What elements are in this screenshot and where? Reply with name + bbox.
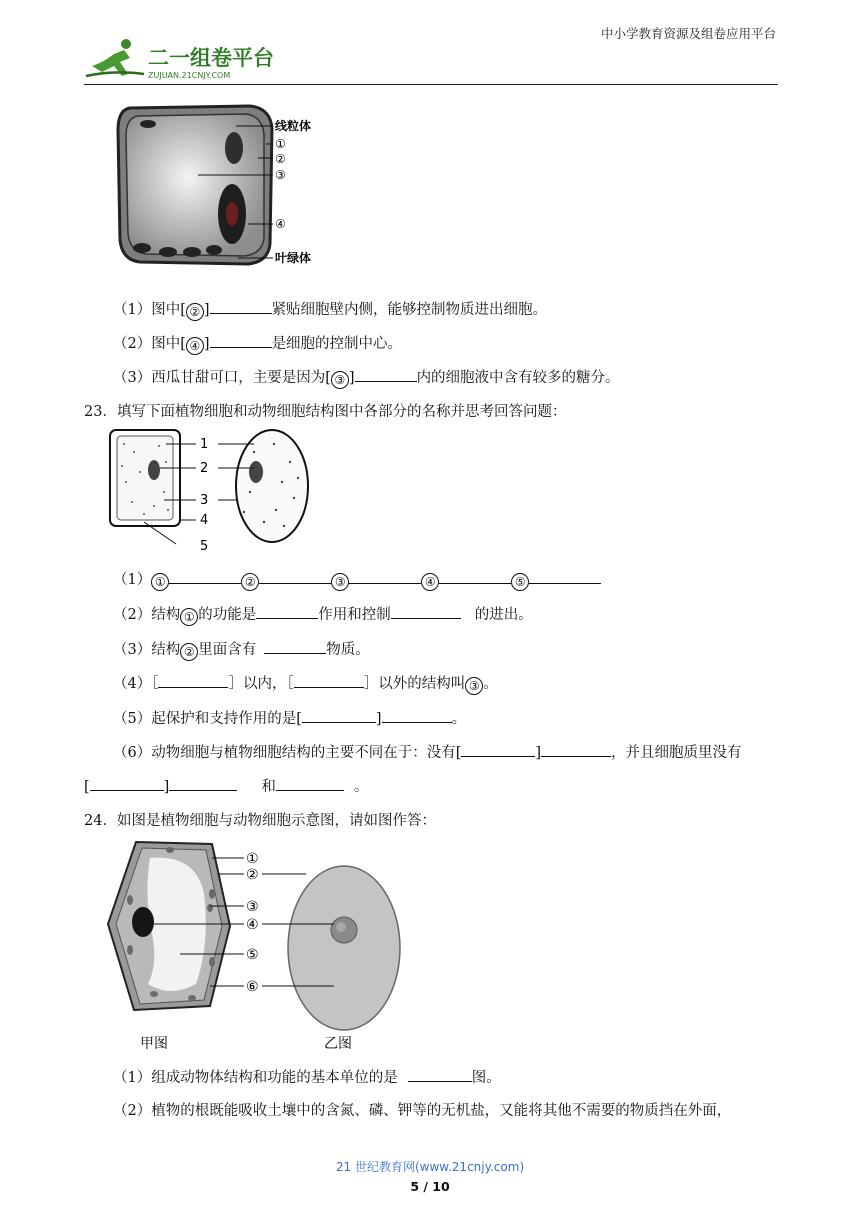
page-number: 5 / 10 <box>410 1179 450 1194</box>
fig2-label-1: 1 <box>200 437 209 452</box>
answer-blank[interactable] <box>276 776 344 791</box>
answer-blank[interactable] <box>461 742 535 757</box>
answer-blank[interactable] <box>210 299 272 314</box>
logo <box>84 36 274 82</box>
header-platform: 中小学教育资源及组卷应用平台 <box>600 26 776 41</box>
q24-cell-figure <box>100 834 410 1054</box>
q22-item-2: （2）图中[ ④ ] 是细胞的控制中心。 <box>113 332 402 355</box>
answer-blank[interactable] <box>302 708 376 723</box>
q23-item-4: （4）［ ］以内，［ ］以外的结构叫 ③ 。 <box>113 672 498 695</box>
logo-text: 二一组卷平台 <box>148 46 274 70</box>
answer-blank[interactable] <box>541 742 611 757</box>
answer-blank[interactable] <box>382 708 452 723</box>
caption-yi: 乙图 <box>324 1036 352 1052</box>
q23-item-6-cont: [ ] 和 。 <box>84 775 368 796</box>
label-2: ② <box>275 152 286 166</box>
q24-title: 24．如图是植物细胞与动物细胞示意图，请如图作答： <box>84 813 436 829</box>
fig3-label-1: ① <box>246 851 259 867</box>
fig2-label-5: 5 <box>200 539 209 554</box>
plant-cell-figure <box>108 100 348 272</box>
fig3-label-6: ⑥ <box>246 979 259 995</box>
fig3-label-3: ③ <box>246 899 259 915</box>
q22-item-3: （3）西瓜甘甜可口，主要是因为[ ③ ] 内的细胞液中含有较多的糖分。 <box>113 366 620 389</box>
answer-blank[interactable] <box>529 569 601 584</box>
fig2-label-3: 3 <box>200 493 209 508</box>
answer-blank[interactable] <box>439 569 511 584</box>
q24-item-2: （2）植物的根既能吸收土壤中的含氮、磷、钾等的无机盐，又能将其他不需要的物质挡在外面， <box>113 1103 732 1119</box>
answer-blank[interactable] <box>158 673 228 688</box>
q23-title: 23．填写下面植物细胞和动物细胞结构图中各部分的名称并思考回答问题： <box>84 404 567 420</box>
label-3: ③ <box>275 168 286 182</box>
answer-blank[interactable] <box>408 1067 472 1082</box>
q24-item-1: （1）组成动物体结构和功能的基本单位的是 图。 <box>113 1066 501 1087</box>
answer-blank[interactable] <box>259 569 331 584</box>
fig2-label-2: 2 <box>200 461 209 476</box>
q23-item-6: （6）动物细胞与植物细胞结构的主要不同在于：没有[ ] ，并且细胞质里没有 <box>113 741 742 762</box>
q22-item-1: （1）图中[ ② ] 紧贴细胞壁内侧，能够控制物质进出细胞。 <box>113 298 547 321</box>
answer-blank[interactable] <box>391 604 461 619</box>
answer-blank[interactable] <box>349 569 421 584</box>
fig3-label-5: ⑤ <box>246 947 259 963</box>
answer-blank[interactable] <box>294 673 364 688</box>
fig2-label-4: 4 <box>200 513 209 528</box>
caption-jia: 甲图 <box>140 1036 168 1052</box>
plant-animal-cell-figure <box>104 422 330 556</box>
logo-sub: ZUJUAN.21CNJY.COM <box>148 71 231 80</box>
logo-runner-icon <box>84 36 274 82</box>
label-mitochondria: 线粒体 <box>275 119 312 133</box>
label-4: ④ <box>275 217 286 231</box>
answer-blank[interactable] <box>169 569 241 584</box>
q23-item-3: （3）结构 ② 里面含有 物质。 <box>113 638 370 661</box>
answer-blank[interactable] <box>355 367 417 382</box>
header-rule <box>84 84 778 85</box>
label-1: ① <box>275 137 286 151</box>
answer-blank[interactable] <box>264 639 326 654</box>
fig3-label-2: ② <box>246 867 259 883</box>
q23-item-2: （2）结构 ① 的功能是 作用和控制 的进出。 <box>113 603 533 626</box>
answer-blank[interactable] <box>90 776 164 791</box>
label-chloroplast: 叶绿体 <box>275 251 312 265</box>
answer-blank[interactable] <box>169 776 237 791</box>
answer-blank[interactable] <box>210 333 272 348</box>
fig3-label-4: ④ <box>246 917 259 933</box>
footer-link[interactable]: 21 世纪教育网(www.21cnjy.com) <box>335 1160 525 1174</box>
q23-item-5: （5）起保护和支持作用的是[ ] 。 <box>113 707 466 728</box>
q23-item-1: （1） ① ② ③ ④ ⑤ <box>113 568 601 591</box>
answer-blank[interactable] <box>256 604 318 619</box>
